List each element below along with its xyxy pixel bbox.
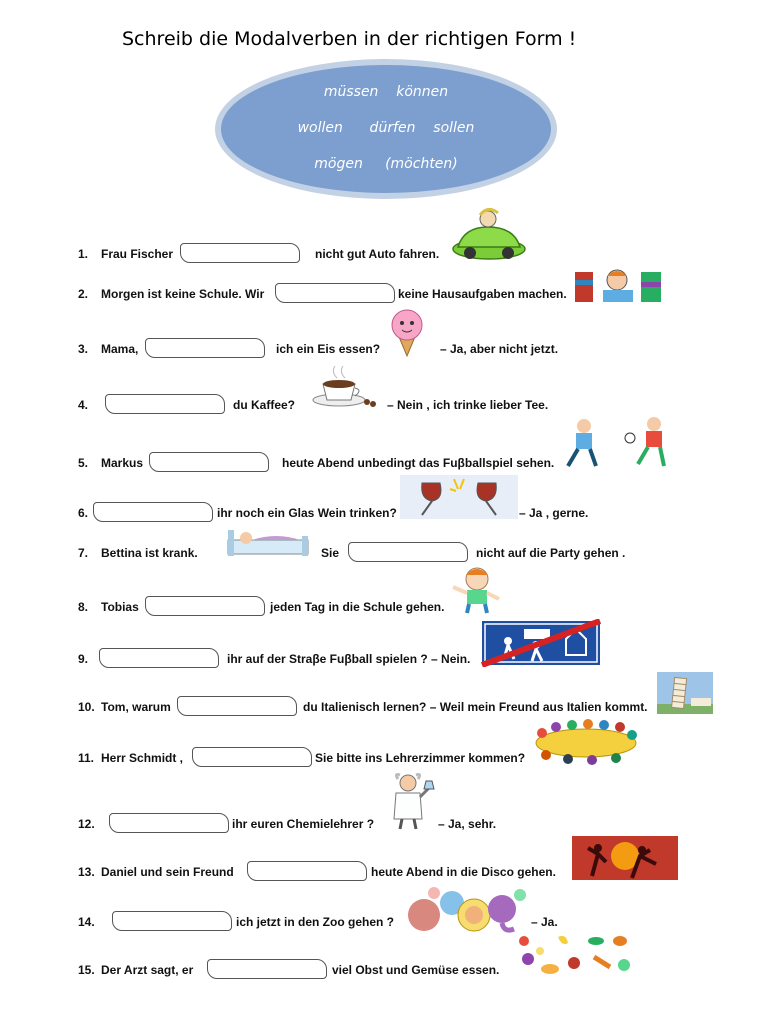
answer-field-15[interactable]: [207, 959, 327, 979]
zoo-animals-icon: [404, 885, 528, 935]
answer-field-1[interactable]: [180, 243, 300, 263]
sick-bed-icon: [226, 524, 310, 558]
exercise-reply: – Ja.: [531, 915, 558, 929]
exercise-number: 5.: [78, 456, 89, 470]
answer-field-12[interactable]: [109, 813, 229, 833]
exercise-number: 11.: [78, 751, 95, 765]
fruit-vegetables-icon: [514, 933, 634, 977]
answer-field-8[interactable]: [145, 596, 265, 616]
leaning-tower-icon: [657, 672, 713, 714]
exercise-text-after: ihr euren Chemielehrer ?: [232, 817, 375, 831]
exercise-number: 15.: [78, 963, 95, 977]
exercise-text-after: heute Abend unbedingt das Fuβballspiel sehen.: [282, 456, 555, 470]
exercise-number: 2.: [78, 287, 89, 301]
exercise-text-after: keine Hausaufgaben machen.: [398, 287, 567, 301]
modal-verbs-word-box: [212, 56, 560, 202]
exercise-text-after: ihr noch ein Glas Wein trinken?: [217, 506, 397, 520]
answer-field-2[interactable]: [275, 283, 395, 303]
exercise-number: 3.: [78, 342, 89, 356]
football-players-icon: [560, 416, 672, 472]
no-playing-sign-icon: [480, 619, 602, 667]
word-box-line-1: müssen können: [323, 84, 449, 100]
exercise-text-before: Der Arzt sagt, er: [101, 963, 194, 977]
exercise-text-before: Herr Schmidt ,: [101, 751, 184, 765]
schoolboy-icon: [447, 565, 505, 615]
exercise-number: 6.: [78, 506, 89, 520]
exercise-number: 12.: [78, 817, 95, 831]
exercise-text-after: Sie bitte ins Lehrerzimmer kommen?: [315, 751, 526, 765]
exercise-text-before: Mama,: [101, 342, 139, 356]
answer-field-9[interactable]: [99, 648, 219, 668]
scientist-icon: [382, 773, 436, 831]
ice-cream-icon: [382, 308, 432, 358]
exercise-text-after: jeden Tag in die Schule gehen.: [270, 600, 445, 614]
answer-field-11[interactable]: [192, 747, 312, 767]
exercise-number: 4.: [78, 398, 89, 412]
disco-dancers-icon: [572, 836, 678, 880]
exercise-text-before: Frau Fischer: [101, 247, 174, 261]
exercise-text-after: nicht auf die Party gehen .: [476, 546, 626, 560]
exercise-text-before: Tobias: [101, 600, 139, 614]
exercise-text-after: ich ein Eis essen?: [276, 342, 381, 356]
exercise-number: 13.: [78, 865, 95, 879]
exercise-text-after: heute Abend in die Disco gehen.: [371, 865, 556, 879]
exercise-reply: – Ja, aber nicht jetzt.: [440, 342, 559, 356]
exercise-text-after: viel Obst und Gemüse essen.: [332, 963, 500, 977]
answer-field-4[interactable]: [105, 394, 225, 414]
exercise-reply: – Nein , ich trinke lieber Tee.: [387, 398, 549, 412]
exercise-text-before: Morgen ist keine Schule. Wir: [101, 287, 265, 301]
answer-field-13[interactable]: [247, 861, 367, 881]
exercise-number: 1.: [78, 247, 89, 261]
worksheet-title: Schreib die Modalverben in der richtigen Form !: [122, 28, 577, 50]
answer-field-14[interactable]: [112, 911, 232, 931]
wine-glasses-icon: [400, 475, 518, 519]
word-box-line-3: mögen (möchten): [314, 156, 458, 172]
answer-field-3[interactable]: [145, 338, 265, 358]
exercise-number: 10.: [78, 700, 95, 714]
answer-field-5[interactable]: [149, 452, 269, 472]
student-with-books-icon: [573, 266, 663, 304]
exercise-reply: – Ja , gerne.: [519, 506, 589, 520]
answer-field-10[interactable]: [177, 696, 297, 716]
exercise-text-after: nicht gut Auto fahren.: [315, 247, 440, 261]
teachers-meeting-icon: [532, 717, 640, 765]
exercise-text-after: du Italienisch lernen? – Weil mein Freund aus Italien kommt.: [303, 700, 648, 714]
exercise-number: 7.: [78, 546, 89, 560]
answer-field-6[interactable]: [93, 502, 213, 522]
exercise-reply: – Ja, sehr.: [438, 817, 497, 831]
coffee-cup-icon: [309, 362, 377, 408]
exercise-text-after: ihr auf der Straβe Fuβball spielen ? – Nein.: [227, 652, 471, 666]
exercise-number: 9.: [78, 652, 89, 666]
answer-field-7[interactable]: [348, 542, 468, 562]
exercise-text-before: Daniel und sein Freund: [101, 865, 234, 879]
word-box-line-2: wollen dürfen sollen: [297, 120, 475, 136]
exercise-text-before: Markus: [101, 456, 144, 470]
exercise-text-middle: Sie: [321, 546, 340, 560]
exercise-text-before: Tom, warum: [101, 700, 171, 714]
exercise-number: 14.: [78, 915, 95, 929]
car-icon: [448, 205, 530, 261]
exercise-text-after: ich jetzt in den Zoo gehen ?: [236, 915, 394, 929]
exercise-text-before: Bettina ist krank.: [101, 546, 198, 560]
exercise-text-after: du Kaffee?: [233, 398, 296, 412]
exercise-number: 8.: [78, 600, 89, 614]
